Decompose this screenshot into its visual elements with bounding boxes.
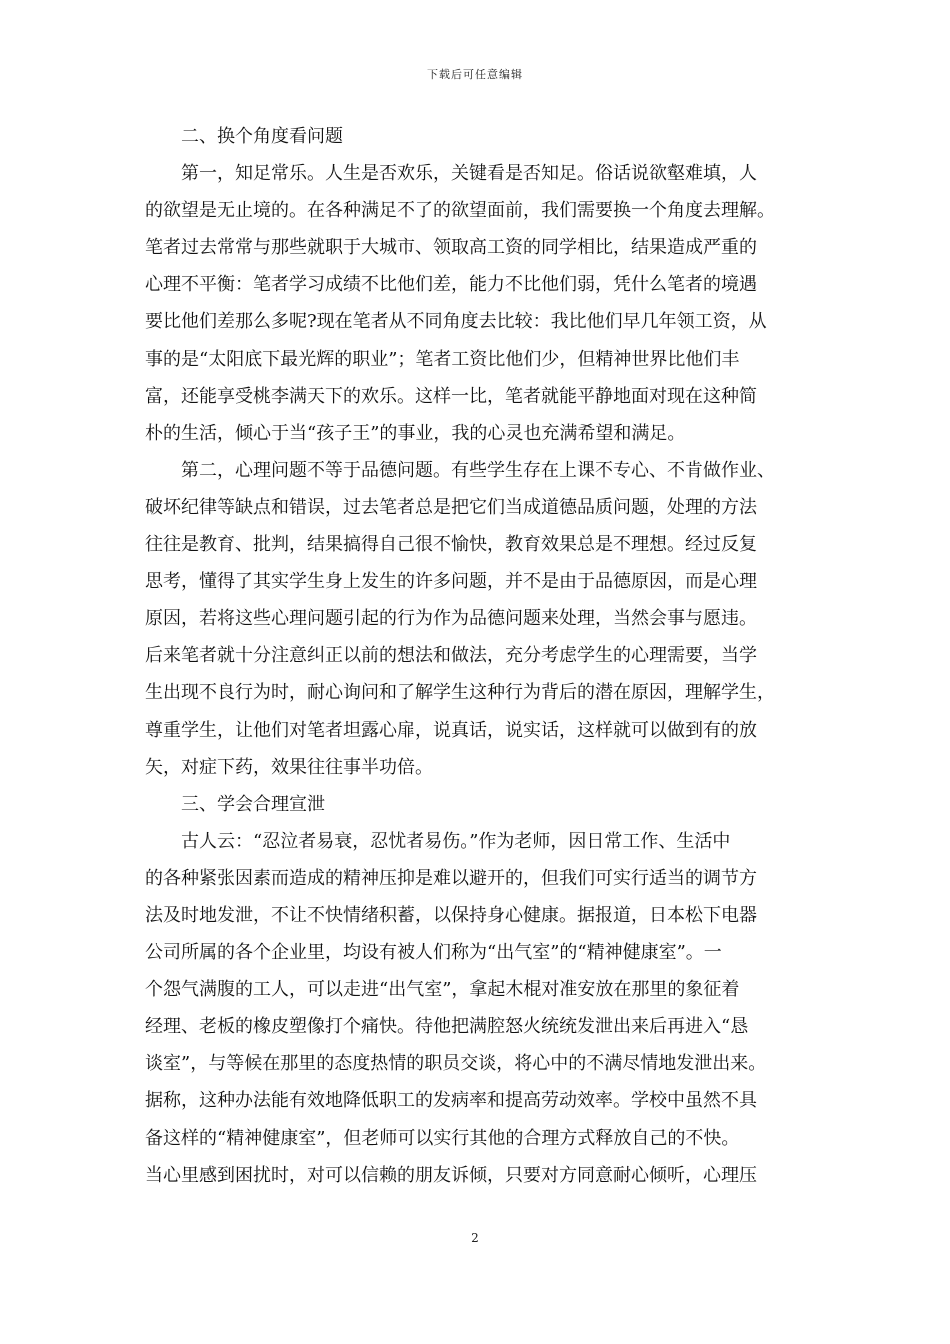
paragraph-line: 破坏纪律等缺点和错误，过去笔者总是把它们当成道德品质问题，处理的方法 — [145, 496, 757, 518]
page-header: 下载后可任意编辑 — [427, 68, 523, 81]
paragraph-line: 的各种紧张因素而造成的精神压抑是难以避开的，但我们可实行适当的调节方 — [145, 867, 757, 889]
paragraph-line: 朴的生活，倾心于当“孩子王”的事业，我的心灵也充满希望和满足。 — [145, 422, 686, 444]
paragraph-line: 思考，懂得了其实学生身上发生的许多问题，并不是由于品德原因，而是心理 — [145, 571, 757, 593]
paragraph-line: 经理、老板的橡皮塑像打个痛快。待他把满腔怒火统统发泄出来后再进入“恳 — [145, 1016, 749, 1038]
paragraph-line: 矢，对症下药，效果往往事半功倍。 — [145, 756, 433, 778]
page-number: 2 — [471, 1231, 479, 1245]
paragraph-line: 原因，若将这些心理问题引起的行为作为品德问题来处理，当然会事与愿违。 — [145, 608, 757, 630]
paragraph-line: 备这样的“精神健康室”，但老师可以实行其他的合理方式释放自己的不快。 — [145, 1127, 740, 1149]
document-body — [145, 118, 805, 1194]
paragraph-line: 心理不平衡：笔者学习成绩不比他们差，能力不比他们弱，凭什么笔者的境遇 — [145, 274, 757, 296]
paragraph-line: 谈室”，与等候在那里的态度热情的职员交谈，将心中的不满尽情地发泄出来。 — [145, 1053, 767, 1075]
paragraph-line: 法及时地发泄，不让不快情绪积蓄，以保持身心健康。据报道，日本松下电器 — [145, 904, 757, 926]
paragraph-line: 后来笔者就十分注意纠正以前的想法和做法，充分考虑学生的心理需要，当学 — [145, 645, 757, 667]
paragraph-line: 往往是教育、批判，结果搞得自己很不愉快，教育效果总是不理想。经过反复 — [145, 534, 757, 556]
paragraph-line: 事的是“太阳底下最光辉的职业”；笔者工资比他们少，但精神世界比他们丰 — [145, 348, 740, 370]
paragraph-line: 古人云：“忍泣者易衰，忍忧者易伤。”作为老师，因日常工作、生活中 — [181, 830, 731, 852]
paragraph-line: 生出现不良行为时，耐心询问和了解学生这种行为背后的潜在原因，理解学生， — [145, 682, 775, 704]
paragraph-line: 笔者过去常常与那些就职于大城市、领取高工资的同学相比，结果造成严重的 — [145, 237, 757, 259]
paragraph-line: 第一，知足常乐。人生是否欢乐，关键看是否知足。俗话说欲壑难填，人 — [181, 163, 757, 185]
section-heading: 二、换个角度看问题 — [181, 126, 343, 147]
paragraph-line: 的欲望是无止境的。在各种满足不了的欲望面前，我们需要换一个角度去理解。 — [145, 200, 775, 222]
paragraph-line: 第二，心理问题不等于品德问题。有些学生存在上课不专心、不肯做作业、 — [181, 459, 775, 481]
section-heading: 三、学会合理宣泄 — [181, 793, 325, 815]
paragraph-line: 公司所属的各个企业里，均设有被人们称为“出气室”的“精神健康室”。一 — [145, 942, 722, 964]
paragraph-line: 尊重学生，让他们对笔者坦露心扉，说真话，说实话，这样就可以做到有的放 — [145, 719, 757, 741]
paragraph-line: 当心里感到困扰时，对可以信赖的朋友诉倾，只要对方同意耐心倾听，心理压 — [145, 1164, 757, 1186]
paragraph-line: 要比他们差那么多呢?现在笔者从不同角度去比较：我比他们早几年领工资，从 — [145, 311, 767, 333]
paragraph-line: 富，还能享受桃李满天下的欢乐。这样一比，笔者就能平静地面对现在这种简 — [145, 385, 757, 407]
paragraph-line: 据称，这种办法能有效地降低职工的发病率和提高劳动效率。学校中虽然不具 — [145, 1090, 757, 1112]
paragraph-line: 个怨气满腹的工人，可以走进“出气室”，拿起木棍对准安放在那里的象征着 — [145, 979, 740, 1001]
